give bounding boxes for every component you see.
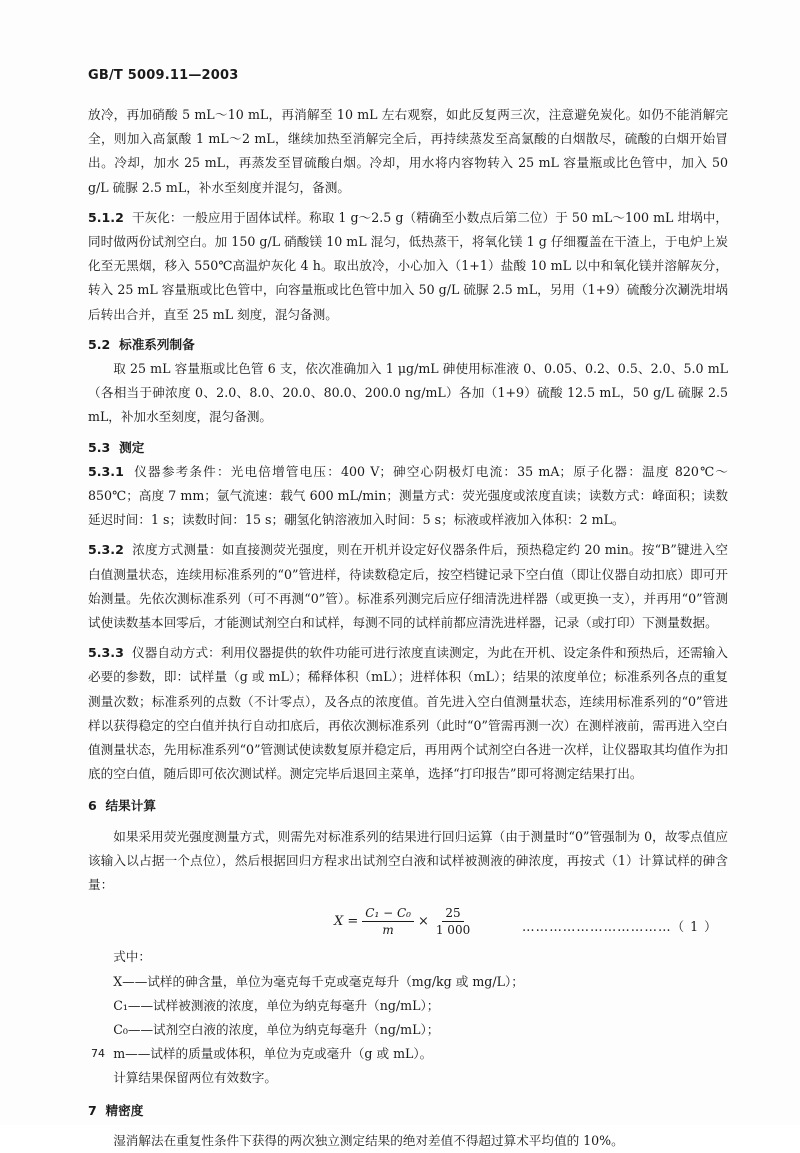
clause-5-3-3: [88, 641, 728, 786]
variable-item: m——试样的质量或体积，单位为克或毫升（g 或 mL）。: [113, 1046, 433, 1062]
section-number: 5.2: [88, 336, 111, 352]
section-6-text: 如果采用荧光强度测量方式，则需先对标准系列的结果进行回归运算（由于测量时“0”管强制为 0，故零点值应该输入以占据一个点位），然后根据回归方程求出试剂空白液和试样被测液的砷浓度，再按式（1）计算试样的砷含量：: [88, 828, 728, 893]
clause-5-3-1: [88, 460, 728, 533]
clause-5-1-2: [88, 206, 728, 327]
variable-item: X——试样的砷含量，单位为毫克每千克或毫克每升（mg/kg 或 mg/L）；: [113, 973, 524, 989]
section-title: 测定: [119, 439, 145, 455]
formula-number: ……………………………（ 1 ）: [522, 919, 718, 935]
clause-number: 5.3.3: [88, 645, 124, 661]
section-7-heading: [88, 1099, 728, 1123]
section-number: 5.3: [88, 439, 111, 455]
clause-number: 5.3.2: [88, 542, 124, 558]
clause-text: 仪器自动方式：利用仪器提供的软件功能可进行浓度直读测定，为此在开机、设定条件和预热后，还需输入必要的参数，即：试样量（g 或 mL）；稀释体积（mL）；进样体积（mL）；结果的浓度单位；标准系列各点的重复测量次数；标准系列的点数（不计零点），及各点的浓度值。首先进入空白值测量状态，连续用标准系列的“0”管进样以获得稳定的空白值并执行自动扣底后，再依次测标准系列（此时“0”管需再测一次）在测样液前，需再进入空白值测量状态，先用标准系列“0”管测试使读数复原并稳定后，再用两个试剂空白各进一次样，让仪器取其均值作为扣底的空白值，随后即可依次测试样。测定完毕后退回主菜单，选择“打印报告”即可将测定结果打出。: [88, 645, 728, 782]
result-note: 计算结果保留两位有效数字。: [113, 1070, 277, 1086]
section-7-text: 湿消解法在重复性条件下获得的两次独立测定结果的绝对差值不得超过算术平均值的 10%。: [113, 1132, 624, 1148]
section-number: 6: [88, 798, 97, 814]
variable-item: C₁——试样被测液的浓度，单位为纳克每毫升（ng/mL）；: [113, 997, 440, 1013]
formula-expression: [334, 905, 477, 938]
page-content: [88, 103, 728, 1153]
section-5-2-heading: [88, 333, 728, 357]
formula-denominator-2: 1 000: [435, 923, 471, 938]
section-5-2-text: 取 25 mL 容量瓶或比色管 6 支，依次准确加入 1 μg/mL 砷使用标准液 0、0.05、0.2、0.5、2.0、5.0 mL（各相当于砷浓度 0、2.0、8.0、20.0、80.0、200.0 ng/mL）各加（1+9）硫酸 12.5 mL，50 g/L 硫脲 2.5 mL，补加水至刻度，混匀备测。: [88, 361, 728, 425]
section-5-3-heading: [88, 436, 728, 460]
clause-text: 仪器参考条件：光电倍增管电压：400 V；砷空心阴极灯电流：35 mA；原子化器：温度 820℃～850℃；高度 7 mm；氩气流速：载气 600 mL/min；测量方式：荧光强度或浓度直读；读数方式：峰面积；读数延迟时间：1 s；读数时间：15 s；硼氢化钠溶液加入时间：5 s；标液或样液加入体积：2 mL。: [88, 463, 728, 528]
clause-5-3-2: [88, 538, 728, 635]
formula-1: [88, 901, 728, 945]
clause-number: 5.3.1: [88, 463, 124, 479]
variable-list: [88, 970, 728, 1067]
paragraph-wet-digestion-continued: 放冷，再加硝酸 5 mL～10 mL，再消解至 10 mL 左右观察，如此反复两三次，注意避免炭化。如仍不能消解完全，则加入高氯酸 1 mL～2 mL，继续加热至消解完全后，再持续蒸发至高氯酸的白烟散尽，硫酸的白烟开始冒出。冷却，加水 25 mL，再蒸发至冒硫酸白烟。冷却，用水将内容物转入 25 mL 容量瓶或比色管中，加入 50 g/L 硫脲 2.5 mL，补水至刻度并混匀，备测。: [88, 107, 728, 195]
formula-denominator-1: m: [382, 923, 394, 938]
section-title: 结果计算: [105, 798, 156, 814]
formula-times: ×: [417, 913, 429, 929]
formula-lhs: X =: [334, 913, 359, 929]
where-label: 式中：: [113, 949, 151, 965]
section-6-heading: [88, 794, 728, 818]
clause-number: 5.1.2: [88, 209, 124, 225]
formula-numerator-2: 25: [442, 905, 463, 922]
standard-number-header: GB/T 5009.11—2003: [88, 68, 239, 83]
clause-text: 浓度方式测量：如直接测荧光强度，则在开机并设定好仪器条件后，预热稳定约 20 min。按“B”键进入空白值测量状态，连续用标准系列的“0”管进样，待读数稳定后，按空档键记录下空白值（即让仪器自动扣底）即可开始测量。先依次测标准系列（可不再测“0”管）。标准系列测完后应仔细清洗进样器（或更换一支），并再用“0”管测试使读数基本回零后，才能测试剂空白和试样，每测不同的试样前都应清洗进样器，记录（或打印）下测量数据。: [88, 542, 728, 631]
formula-fraction-1: [362, 905, 414, 938]
formula-numerator-1: C₁ − C₀: [362, 905, 414, 922]
section-title: 标准系列制备: [119, 336, 195, 352]
variable-item: C₀——试剂空白液的浓度，单位为纳克每毫升（ng/mL）；: [113, 1021, 440, 1037]
clause-text: 干灰化：一般应用于固体试样。称取 1 g～2.5 g（精确至小数点后第二位）于 50 mL～100 mL 坩埚中，同时做两份试剂空白。加 150 g/L 硝酸镁 10 mL 混匀，低热蒸干，将氧化镁 1 g 仔细覆盖在干渣上，于电炉上炭化至无黑烟，移入 550℃高温炉灰化 4 h。取出放冷，小心加入（1+1）盐酸 10 mL 以中和氧化镁并溶解灰分，转入 25 mL 容量瓶或比色管中，向容量瓶或比色管中加入 50 g/L 硫脲 2.5 mL，另用（1+9）硫酸分次涮洗坩埚后转出合并，直至 25 mL 刻度，混匀备测。: [88, 209, 729, 322]
section-number: 7: [88, 1102, 97, 1118]
formula-fraction-2: [433, 905, 473, 938]
section-title: 精密度: [105, 1102, 144, 1118]
page-number: 74: [91, 1047, 105, 1060]
